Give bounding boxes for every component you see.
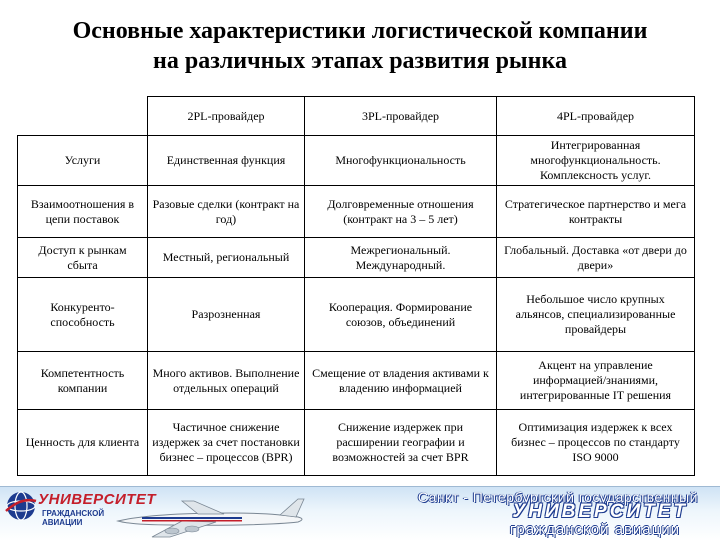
table-row [18, 186, 695, 238]
airplane-icon [112, 491, 312, 539]
cell-4pl: Оптимизация издержек к всех бизнес – процессов по стандарту ISO 9000 [497, 410, 695, 476]
cell-3pl: Смещение от владения активами к владению информацией [305, 352, 497, 410]
row-label: Конкуренто-способность [18, 278, 148, 352]
cell-3pl: Снижение издержек при расширении географии и возможностей за счет BPR [305, 410, 497, 476]
title-line-2: на различных этапах развития рынка [153, 48, 567, 74]
cell-3pl: Межрегиональный. Международный. [305, 238, 497, 278]
university-name-line-2: УНИВЕРСИТЕТ [512, 501, 688, 522]
cell-2pl: Много активов. Выполнение отдельных операций [148, 352, 305, 410]
cell-3pl: Долговременные отношения (контракт на 3 – 5 лет) [305, 186, 497, 238]
row-label: Услуги [18, 136, 148, 186]
characteristics-table [17, 96, 695, 476]
header-2pl: 2PL-провайдер [148, 97, 305, 136]
row-label: Компетентность компании [18, 352, 148, 410]
cell-4pl: Глобальный. Доставка «от двери до двери» [497, 238, 695, 278]
table-row [18, 238, 695, 278]
header-3pl: 3PL-провайдер [305, 97, 497, 136]
row-label: Ценность для клиента [18, 410, 148, 476]
footer-banner [0, 486, 720, 541]
cell-4pl: Небольшое число крупных альянсов, специализированные провайдеры [497, 278, 695, 352]
slide-title [0, 16, 720, 76]
table-row [18, 410, 695, 476]
row-label: Доступ к рынкам сбыта [18, 238, 148, 278]
cell-4pl: Интегрированная многофункциональность. Комплексность услуг. [497, 136, 695, 186]
cell-2pl: Местный, региональный [148, 238, 305, 278]
table-row [18, 136, 695, 186]
title-line-1: Основные характеристики логистической компании [72, 18, 648, 44]
header-row [18, 97, 695, 136]
cell-2pl: Разовые сделки (контракт на год) [148, 186, 305, 238]
header-corner-cell [18, 97, 148, 136]
cell-2pl: Разрозненная [148, 278, 305, 352]
university-name-line-1: Санкт - Петербургский государственный [417, 489, 698, 505]
cell-4pl: Стратегическое партнерство и мега контракты [497, 186, 695, 238]
table-row [18, 352, 695, 410]
row-label: Взаимоотношения в цепи поставок [18, 186, 148, 238]
table-row [18, 278, 695, 352]
cell-3pl: Кооперация. Формирование союзов, объединений [305, 278, 497, 352]
university-name-line-3: гражданской авиации [509, 521, 680, 538]
cell-4pl: Акцент на управление информацией/знаниями, интегрированные IT решения [497, 352, 695, 410]
logo-subtitle: ГРАЖДАНСКОЙ АВИАЦИИ [42, 509, 105, 527]
cell-2pl: Единственная функция [148, 136, 305, 186]
cell-2pl: Частичное снижение издержек за счет постановки бизнес – процессов (BPR) [148, 410, 305, 476]
header-4pl: 4PL-провайдер [497, 97, 695, 136]
logo-title: УНИВЕРСИТЕТ [38, 491, 157, 508]
globe-icon [4, 489, 38, 523]
cell-3pl: Многофункциональность [305, 136, 497, 186]
